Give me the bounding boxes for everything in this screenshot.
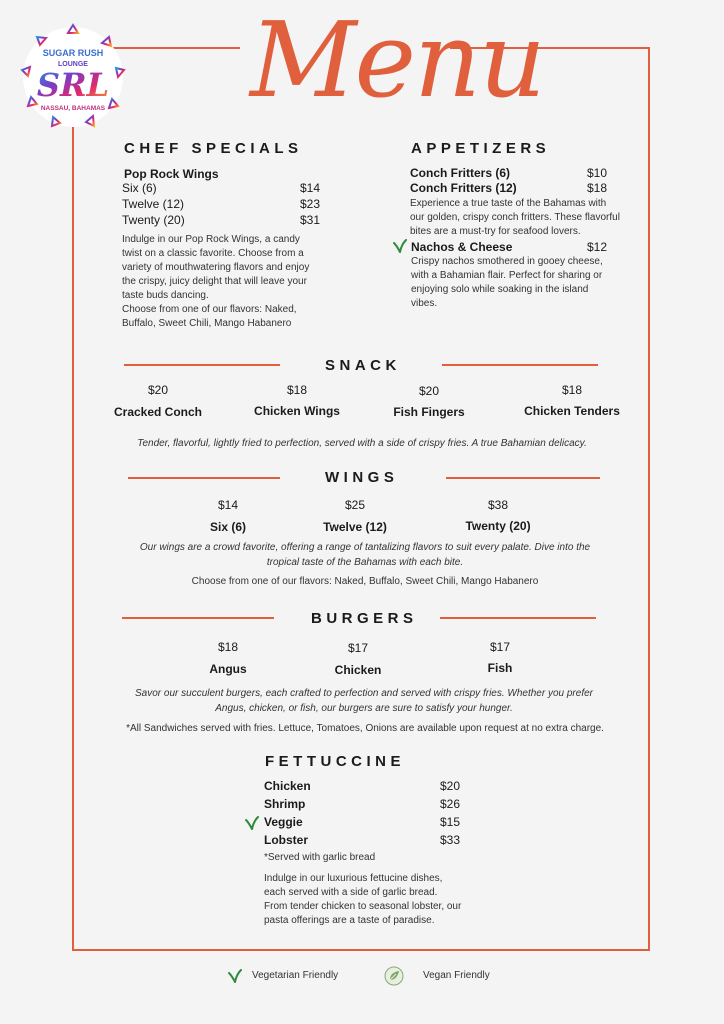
pop-rock-wings-description: Indulge in our Pop Rock Wings, a candy twist on a classic favorite. Choose from a variety of mouthwatering flavors and enjoy the crispy, juicy delight that will leave your taste buds dancing. [122,234,310,301]
item-name: Twelve (12) [323,520,387,534]
vegetarian-leaf-icon [393,239,407,253]
chef-special-row [122,197,320,213]
row-label: Chicken [264,779,311,793]
item-price: $18 [286,383,308,397]
wings-divider-right [446,477,600,479]
snack-item [508,383,636,418]
row-label: Nachos & Cheese [411,240,513,254]
wings-item [305,498,405,534]
pop-rock-wings-title: Pop Rock Wings [124,167,219,181]
row-price: $12 [586,240,607,254]
row-label: Shrimp [264,797,306,811]
row-label: Twelve (12) [122,197,185,211]
wings-description: Our wings are a crowd favorite, offering a range of tantalizing flavors to suit every palate. Dive into the tropical taste of the Bahamas with each bite. [139,542,591,568]
item-name: Six (6) [209,520,246,534]
fettuccine-row [264,815,460,833]
logo-monogram: SRL [36,66,110,104]
row-label: Six (6) [122,181,157,195]
fettuccine-row [264,833,460,851]
wings-heading: WINGS [325,469,399,486]
item-price: $17 [489,640,511,654]
chef-special-row [122,213,320,229]
nachos-description: Crispy nachos smothered in gooey cheese, with a Bahamian flair. Perfect for sharing or enjoying solo while soaking in the island vibes. [411,256,603,309]
row-label: Twenty (20) [122,213,185,227]
row-price: $10 [586,166,607,180]
item-price: $17 [347,641,369,655]
item-price: $14 [217,498,239,512]
chef-specials-list [122,181,320,229]
burgers-note: *All Sandwiches served with fries. Lettuce, Tomatoes, Onions are available upon request at no extra charge. [126,723,604,734]
conch-fritters-description: Experience a true taste of the Bahamas with our golden, crispy conch fritters. These flavorful bites are a must-try for seafood lovers. [410,198,620,237]
chef-specials-heading: CHEF SPECIALS [124,140,303,157]
item-price: $20 [147,383,169,397]
appetizer-row [410,181,607,196]
fettuccine-list [264,779,460,851]
snack-heading: SNACK [325,357,401,374]
item-name: Angus [209,662,247,676]
item-name: Twenty (20) [465,519,531,533]
row-price: $31 [299,213,320,227]
snack-item [372,384,486,419]
row-price: $33 [439,833,460,847]
burgers-heading: BURGERS [311,610,418,627]
chef-special-row [122,181,320,197]
row-price: $14 [299,181,320,195]
nachos-row [411,240,607,254]
snack-item [238,383,356,418]
appetizers-list [410,166,607,196]
row-label: Conch Fritters (6) [410,166,511,180]
vegetarian-legend-label: Vegetarian Friendly [252,970,339,981]
wings-flavors: Choose from one of our flavors: Naked, Buffalo, Sweet Chili, Mango Habanero [191,576,539,587]
item-name: Cracked Conch [113,405,203,419]
burgers-description: Savor our succulent burgers, each crafted to perfection and served with crispy fries. Whether you prefer Angus, chicken, or fish, our burgers are sure to satisfy your hunger. [135,688,593,714]
row-price: $15 [439,815,460,829]
item-name: Fish [487,661,513,675]
item-price: $18 [217,640,239,654]
appetizers-heading: APPETIZERS [411,140,551,157]
row-label: Veggie [264,815,303,829]
vegan-legend-label: Vegan Friendly [423,970,490,981]
wings-item [178,498,278,534]
logo-text-top: SUGAR RUSH [42,48,104,58]
wings-divider-left [128,477,280,479]
burger-item [178,640,278,676]
row-price: $23 [299,197,320,211]
fettuccine-description: Indulge in our luxurious fettucine dishes, each served with a side of garlic bread. From tender chicken to seasonal lobster, our pasta offerings are a taste of paradise. [264,873,462,926]
row-price: $18 [586,181,607,195]
item-name: Chicken [334,663,382,677]
fettuccine-row [264,779,460,797]
row-price: $20 [439,779,460,793]
burger-item [308,641,408,677]
appetizer-row [410,166,607,181]
item-price: $25 [344,498,366,512]
item-price: $38 [487,498,509,512]
wings-item [448,498,548,533]
snack-description: Tender, flavorful, lightly fried to perfection, served with a side of crispy fries. A true Bahamian delicacy. [137,438,587,449]
fettuccine-note: *Served with garlic bread [264,852,376,863]
snack-item [98,383,218,419]
burger-item [450,640,550,675]
sugar-rush-lounge-logo [14,22,132,132]
item-name: Chicken Wings [254,404,340,418]
row-label: Lobster [264,833,309,847]
snack-divider-right [442,364,598,366]
snack-divider-left [124,364,280,366]
burgers-divider-right [440,617,596,619]
item-name: Chicken Tenders [524,404,620,418]
logo-text-bottom: NASSAU, BAHAMAS [40,105,106,112]
item-price: $20 [418,384,440,398]
vegetarian-leaf-icon [245,816,259,830]
fettuccine-heading: FETTUCCINE [265,753,405,770]
vegan-leaf-icon [384,966,404,986]
row-price: $26 [439,797,460,811]
row-label: Conch Fritters (12) [410,181,517,195]
logo-text-mid: LOUNGE [58,61,88,68]
fettuccine-row [264,797,460,815]
item-name: Fish Fingers [393,405,465,419]
item-price: $18 [561,383,583,397]
burgers-divider-left [122,617,274,619]
vegetarian-leaf-icon [228,969,242,983]
pop-rock-wings-flavors: Choose from one of our flavors: Naked, Buffalo, Sweet Chili, Mango Habanero [122,304,297,329]
menu-title: Menu [250,0,544,121]
